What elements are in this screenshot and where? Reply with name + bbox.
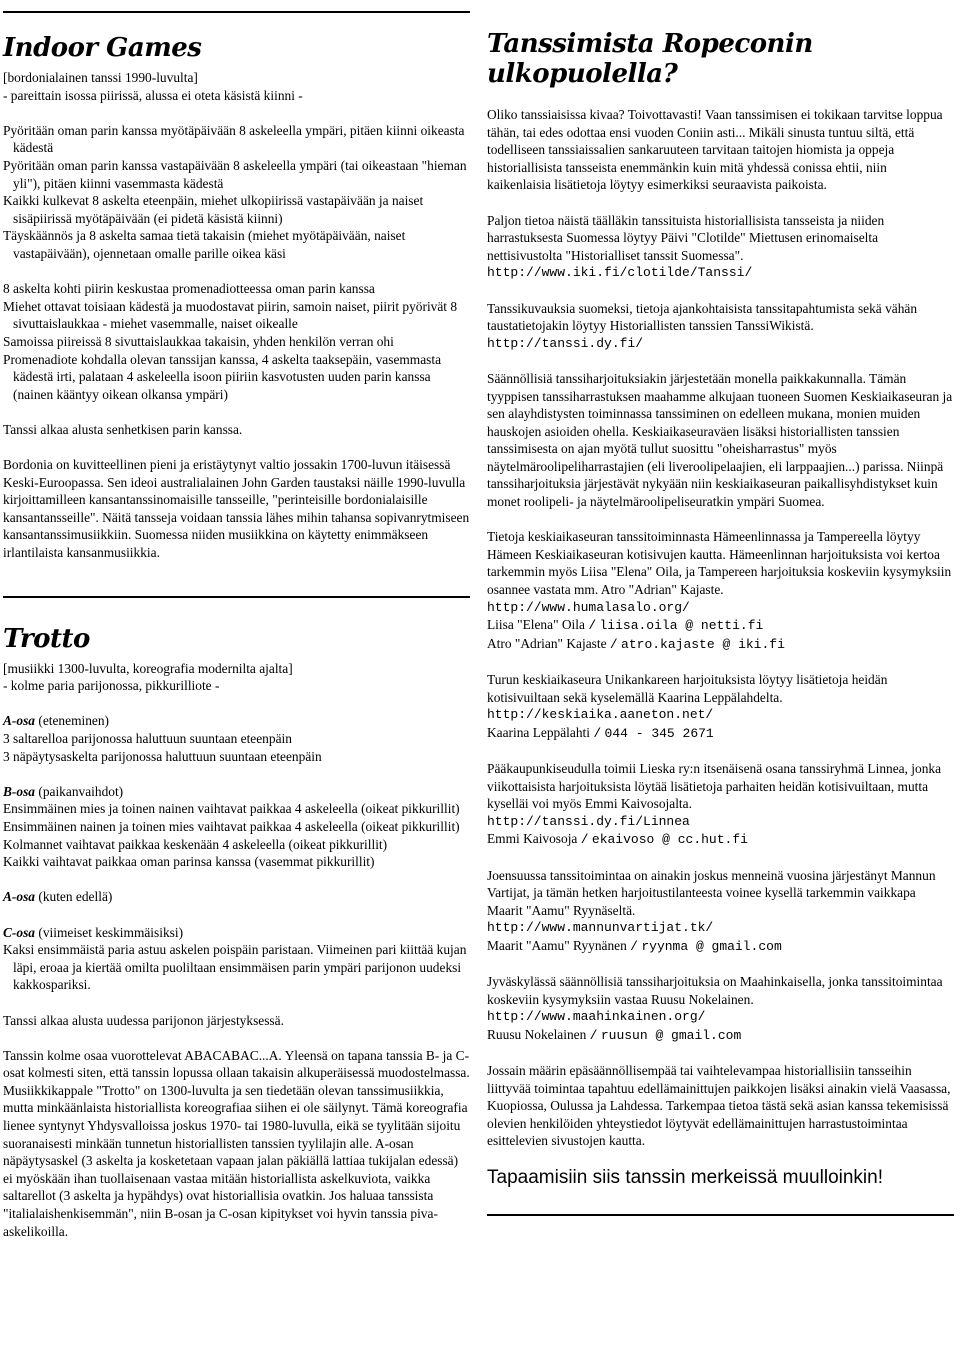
- dance-step: Pyöritään oman parin kanssa vastapäivään 8 askeleella ympäri (tai oikeastaan "hieman yli"), pitäen kiinni vasemmasta kädestä: [3, 157, 467, 191]
- dance-meta: - kolme paria parijonossa, pikkurilliote -: [3, 678, 220, 694]
- dance-step: Ensimmäinen nainen ja toinen mies vaihtavat paikkaa 4 askeleella (oikeat pikkurillit): [3, 818, 460, 834]
- part-heading: [3, 783, 470, 801]
- contact-phone: 044 - 345 2671: [604, 725, 714, 741]
- dance-step: Promenadiote kohdalla olevan tanssijan kanssa, 4 askelta taaksepäin, vasemmasta kädestä irti, palataan 4 askeleella isoon piiriin kasvotusten uuden parin kanssa (nainen kääntyy oikean olkansa ympäri): [3, 351, 442, 402]
- dance-meta: - pareittain isossa piirissä, alussa ei oteta käsistä kiinni -: [3, 87, 303, 103]
- dance-meta: [musiikki 1300-luvulta, koreografia modernilta ajalta]: [3, 660, 293, 676]
- indoor-games-section: [3, 69, 470, 562]
- wiki-link[interactable]: http://tanssi.dy.fi/: [487, 335, 644, 351]
- contact-line: Kaarina Leppälahti / 044 - 345 2671: [487, 724, 714, 741]
- part-note: (paikanvaihdot): [38, 783, 124, 799]
- contact-name: Maarit "Aamu" Ryynänen: [487, 937, 627, 953]
- clotilde-link[interactable]: http://www.iki.fi/clotilde/Tanssi/: [487, 265, 753, 281]
- dance-restart: Tanssi alkaa alusta senhetkisen parin kanssa.: [3, 421, 243, 437]
- part-heading: [3, 888, 470, 906]
- dance-step: Miehet ottavat toisiaan kädestä ja muodostavat piirin, samoin naiset, piirit pyörivät 8 sivuttaislaukkaa - miehet vasemmalle, naiset oikealle: [3, 298, 458, 332]
- top-rule: [3, 11, 470, 13]
- dance-description: Tanssin kolme osaa vuorottelevat ABACABAC...A. Yleensä on tapana tanssia B- ja C-osat kolmesti siten, että tanssin lopussa ollaan takaisin alkuperäisessä muodostelmassa. Musiikkikappale "Trotto" on 1300-luvulta ja sen tiedetään olevan tanssimusiikkia, mutta minkäänlaista historiallista koreografiaa siihen ei ole säilynyt. Tämä koreografia lienee syntynyt Yhdysvalloissa joskus 1970- tai 1980-luvulla, eikä se tyylitään sijoitu suoranaisesti minkään tunnetun historiallisten tanssien tyylilajin alle. A-osan näpäytysaskel (3 askelta ja kosketetaan vapaan jalan päkiällä lattiaa tukijalan edessä) ei myöskään ihan tuollaisenaan vastaa mitään historiallista askelkuviota, vaikka saltarellot (3 askelta ja hypähdys) ovat historiallisia ovatkin. Jos haluaa tanssista "italialaishenkisemmän", niin B-osan ja C-osan kipitykset voi hyvin tanssia piva-askelikoilla.: [3, 1047, 470, 1239]
- hml-link[interactable]: http://www.humalasalo.org/: [487, 599, 690, 615]
- dance-step: Ensimmäinen mies ja toinen nainen vaihtavat paikkaa 4 askeleella (oikeat pikkurillit): [3, 801, 460, 817]
- dance-step: 3 saltarelloa parijonossa haluttuun suuntaan eteenpäin: [3, 731, 292, 746]
- dance-step: Kaikki kulkevat 8 askelta eteenpäin, miehet ulkopiirissä vastapäivään ja naiset sisäpiirissä myötäpäivään (ei pidetä käsistä kiinni): [3, 193, 424, 226]
- intro-paragraph: Oliko tanssiaisissa kivaa? Toivottavasti! Vaan tanssimisen ei tokikaan tarvitse loppua tähän, tai edes odottaa ensi vuoden Coniin asti... Mikäli sinusta tuntuu siltä, että todelliseen tanssiaissalien sankaruuteen tarvitaan taitojen hiomista ja oppeja historiallisista tansseista enemmänkin kuin mitä yhdessä conissa ehtii, niin kaikenlaisia lisätietoja löytyy esimerkiksi seuraavista paikoista.: [487, 107, 943, 193]
- sks-paragraph: Säännöllisiä tanssiharjoituksiakin järjestetään monella paikkakunnalla. Tämän tyyppisen tanssiharrastuksen maahamme alkujaan tuoneen Suomen Keskiaikaseuran ja sen alayhdistysten toiminnassa tanssiminen on edelleen mukana, monien muiden hauskojen asioiden ohella. Keskiaikaseuraväen lisäksi historiallisten tanssien tanssimisesta on ajan myötä tullut suosittu "oheisharrastus" myös näytelmäroolipeliharrastajien (eli liveroolipelaajien, eli larppaajien...) parissa. Niinpä tanssiharjoituksia järjestävät nykyään niin keskiaikaseuran paikallisyhdistykset kuin monet roolipeli- ja näytelmäroolipeliseuratkin ympäri Suomea.: [487, 370, 953, 510]
- contact-email[interactable]: liisa.oila @ netti.fi: [599, 618, 764, 634]
- dance-step: Kaksi ensimmäistä paria astuu askelen poispäin paristaan. Viimeinen pari kiittää kujan läpi, eroaa ja kiertää omilta puoliltaan ensimmäisen parin ympäri parijonon uudeksi kakkospariksi.: [3, 942, 467, 993]
- part-note: (eteneminen): [38, 713, 109, 729]
- dance-step: Täyskäännös ja 8 askelta samaa tietä takaisin (miehet myötäpäivään, naiset vastapäivään), ojennetaan omalle parille oikea käsi: [3, 228, 406, 261]
- trotto-title: Trotto: [3, 623, 90, 654]
- contact-name: Atro "Adrian" Kajaste: [487, 635, 607, 651]
- contact-email[interactable]: ekaivoso @ cc.hut.fi: [591, 832, 748, 848]
- hml-paragraph: Tietoja keskiaikaseuran tanssitoiminnasta Hämeenlinnassa ja Tampereella löytyy Hämeen Keskiaikaseuran kotisivujen kautta. Hämeenlinnan harjoituksista voi kertoa tarkemmin myös Liisa "Elena" Oila, ja Tampereen harjoituksia koskeviin kysymyksiin osannee vastata mm. Atro "Adrian" Kajaste.: [487, 529, 952, 598]
- right-column: [487, 0, 954, 1216]
- contact-line: Liisa "Elena" Oila / liisa.oila @ netti.fi: [487, 617, 764, 634]
- contact-name: Liisa "Elena" Oila: [487, 617, 585, 633]
- closing-line: Tapaamisiin siis tanssin merkeissä muulloinkin!: [487, 1167, 883, 1189]
- hki-paragraph: Pääkaupunkiseudulla toimii Lieska ry:n itsenäisenä osana tanssiryhmä Linnea, jonka viikottaisista harjoituksista löytää lisätietoja parhaiten heidän kotisivuiltaan, mutta kyselläi voi myös Emmi Kaivosojalta.: [487, 760, 942, 812]
- hki-link[interactable]: http://tanssi.dy.fi/Linnea: [487, 813, 690, 829]
- clotilde-paragraph: Paljon tietoa näistä täälläkin tanssituista historiallisista tansseista ja niiden harrastuksesta Suomessa löytyy Päivi "Clotilde" Miettusen erinomaiselta nettisivustolta "Historialliset tanssit Suomessa".: [487, 212, 885, 263]
- left-column: [3, 0, 470, 1240]
- dance-step: 8 askelta kohti piirin keskustaa promenadiotteessa oman parin kanssa: [3, 281, 375, 297]
- turku-paragraph: Turun keskiaikaseura Unikankareen harjoituksista löytyy lisätietoja heidän kotisivuiltaan sekä kyselemällä Kaarina Leppälahdelta.: [487, 672, 888, 705]
- dance-resources: [487, 106, 954, 1216]
- part-note: (viimeiset keskimmäisiksi): [38, 924, 184, 940]
- contact-line: Ruusu Nokelainen / ruusun @ gmail.com: [487, 1026, 742, 1043]
- indoor-games-title: Indoor Games: [3, 33, 202, 63]
- part-label: A-osa: [3, 713, 35, 729]
- contact-email[interactable]: atro.kajaste @ iki.fi: [621, 636, 785, 652]
- part-note: (kuten edellä): [38, 889, 113, 905]
- dance-step: 3 näpäytysaskelta parijonossa haluttuun suuntaan eteenpäin: [3, 748, 322, 764]
- dance-step: Samoissa piireissä 8 sivuttaislaukkaa takaisin, yhden henkilön verran ohi: [3, 333, 394, 349]
- jns-paragraph: Joensuussa tanssitoimintaa on ainakin joskus menneinä vuosina järjestänyt Mannun Vartijat, ja tämän hetken harjoitustilanteesta voinee kysellä tarkemmin vaikkapa Maarit "Aamu" Ryynäseltä.: [487, 867, 936, 918]
- turku-link[interactable]: http://keskiaika.aaneton.net/: [487, 707, 714, 723]
- wiki-paragraph: Tanssikuvauksia suomeksi, tietoja ajankohtaisista tanssitapahtumista sekä vähän taustatietojakin löytyy Historiallisten tanssien TanssiWikistä.: [487, 300, 918, 334]
- dance-description: Bordonia on kuvitteellinen pieni ja eristäytynyt valtio jossakin 1700-luvun itäisessä Keski-Euroopassa. Sen ideoi australialainen John Garden taustaksi näille 1990-luvulla kirjoittamilleen kansantanssinomaisille tansseille, "perinteisille bordonialaisille kansantansseille". Näitä tansseja voidaan tanssia lähes mihin tahansa sopivanrytmiseen kansantanssimusiikkiin. Suomessa niiden musiikkina on käytetty enimmäkseen irlantilaista kansanmusiikkia.: [3, 457, 470, 561]
- other-cities-paragraph: Jossain määrin epäsäännöllisempää tai vaihtelevampaa historiallisiin tansseihin liittyvää toimintaa tapahtuu edellämainittujen paikkojen lisäksi ainakin vielä Vaasassa, Kuopiossa, Oulussa ja Lahdessa. Tarkempaa tietoa tästä sekä asian kanssa tekemisissä olevien henkilöiden yhteystiedot löytyvät edellämainittujen harrastustoimintaa esittelevien sivustojen kautta.: [487, 1063, 951, 1149]
- part-heading: [3, 712, 470, 730]
- contact-name: Emmi Kaivosoja: [487, 831, 578, 847]
- dance-step: Pyöritään oman parin kanssa myötäpäivään 8 askeleella ympäri, pitäen kiinni oikeasta kädestä: [3, 122, 465, 156]
- contact-name: Kaarina Leppälahti: [487, 724, 590, 740]
- part-label: A-osa: [3, 889, 35, 905]
- contact-line: Atro "Adrian" Kajaste / atro.kajaste @ iki.fi: [487, 635, 785, 652]
- jns-link[interactable]: http://www.mannunvartijat.tk/: [487, 920, 714, 936]
- dance-step: Kolmannet vaihtavat paikkaa keskenään 4 askeleella (oikeat pikkurillit): [3, 836, 388, 852]
- contact-name: Ruusu Nokelainen: [487, 1026, 587, 1042]
- part-label: C-osa: [3, 924, 35, 940]
- jkl-link[interactable]: http://www.maahinkainen.org/: [487, 1009, 706, 1025]
- contact-line: Maarit "Aamu" Ryynänen / ryynma @ gmail.com: [487, 937, 782, 954]
- contact-line: Emmi Kaivosoja / ekaivoso @ cc.hut.fi: [487, 831, 748, 848]
- part-label: B-osa: [3, 783, 35, 799]
- right-title: Tanssimista Ropeconin ulkopuolella?: [487, 29, 813, 89]
- contact-email[interactable]: ruusun @ gmail.com: [600, 1027, 742, 1043]
- trotto-section: [3, 660, 470, 1241]
- dance-step: Kaikki vaihtavat paikkaa oman parinsa kanssa (vasemmat pikkurillit): [3, 854, 375, 870]
- jkl-paragraph: Jyväskylässä säännöllisiä tanssiharjoituksia on Maahinkaisella, jonka tanssitoimintaa koskeviin kysymyksiin vastaa Ruusu Nokelainen.: [487, 974, 943, 1007]
- contact-email[interactable]: ryynma @ gmail.com: [641, 938, 782, 954]
- section-rule: [3, 596, 470, 598]
- part-heading: [3, 924, 470, 942]
- dance-meta: [bordonialainen tanssi 1990-luvulta]: [3, 70, 198, 85]
- dance-restart: Tanssi alkaa alusta uudessa parijonon järjestyksessä.: [3, 1012, 284, 1028]
- bottom-rule: [487, 1214, 954, 1216]
